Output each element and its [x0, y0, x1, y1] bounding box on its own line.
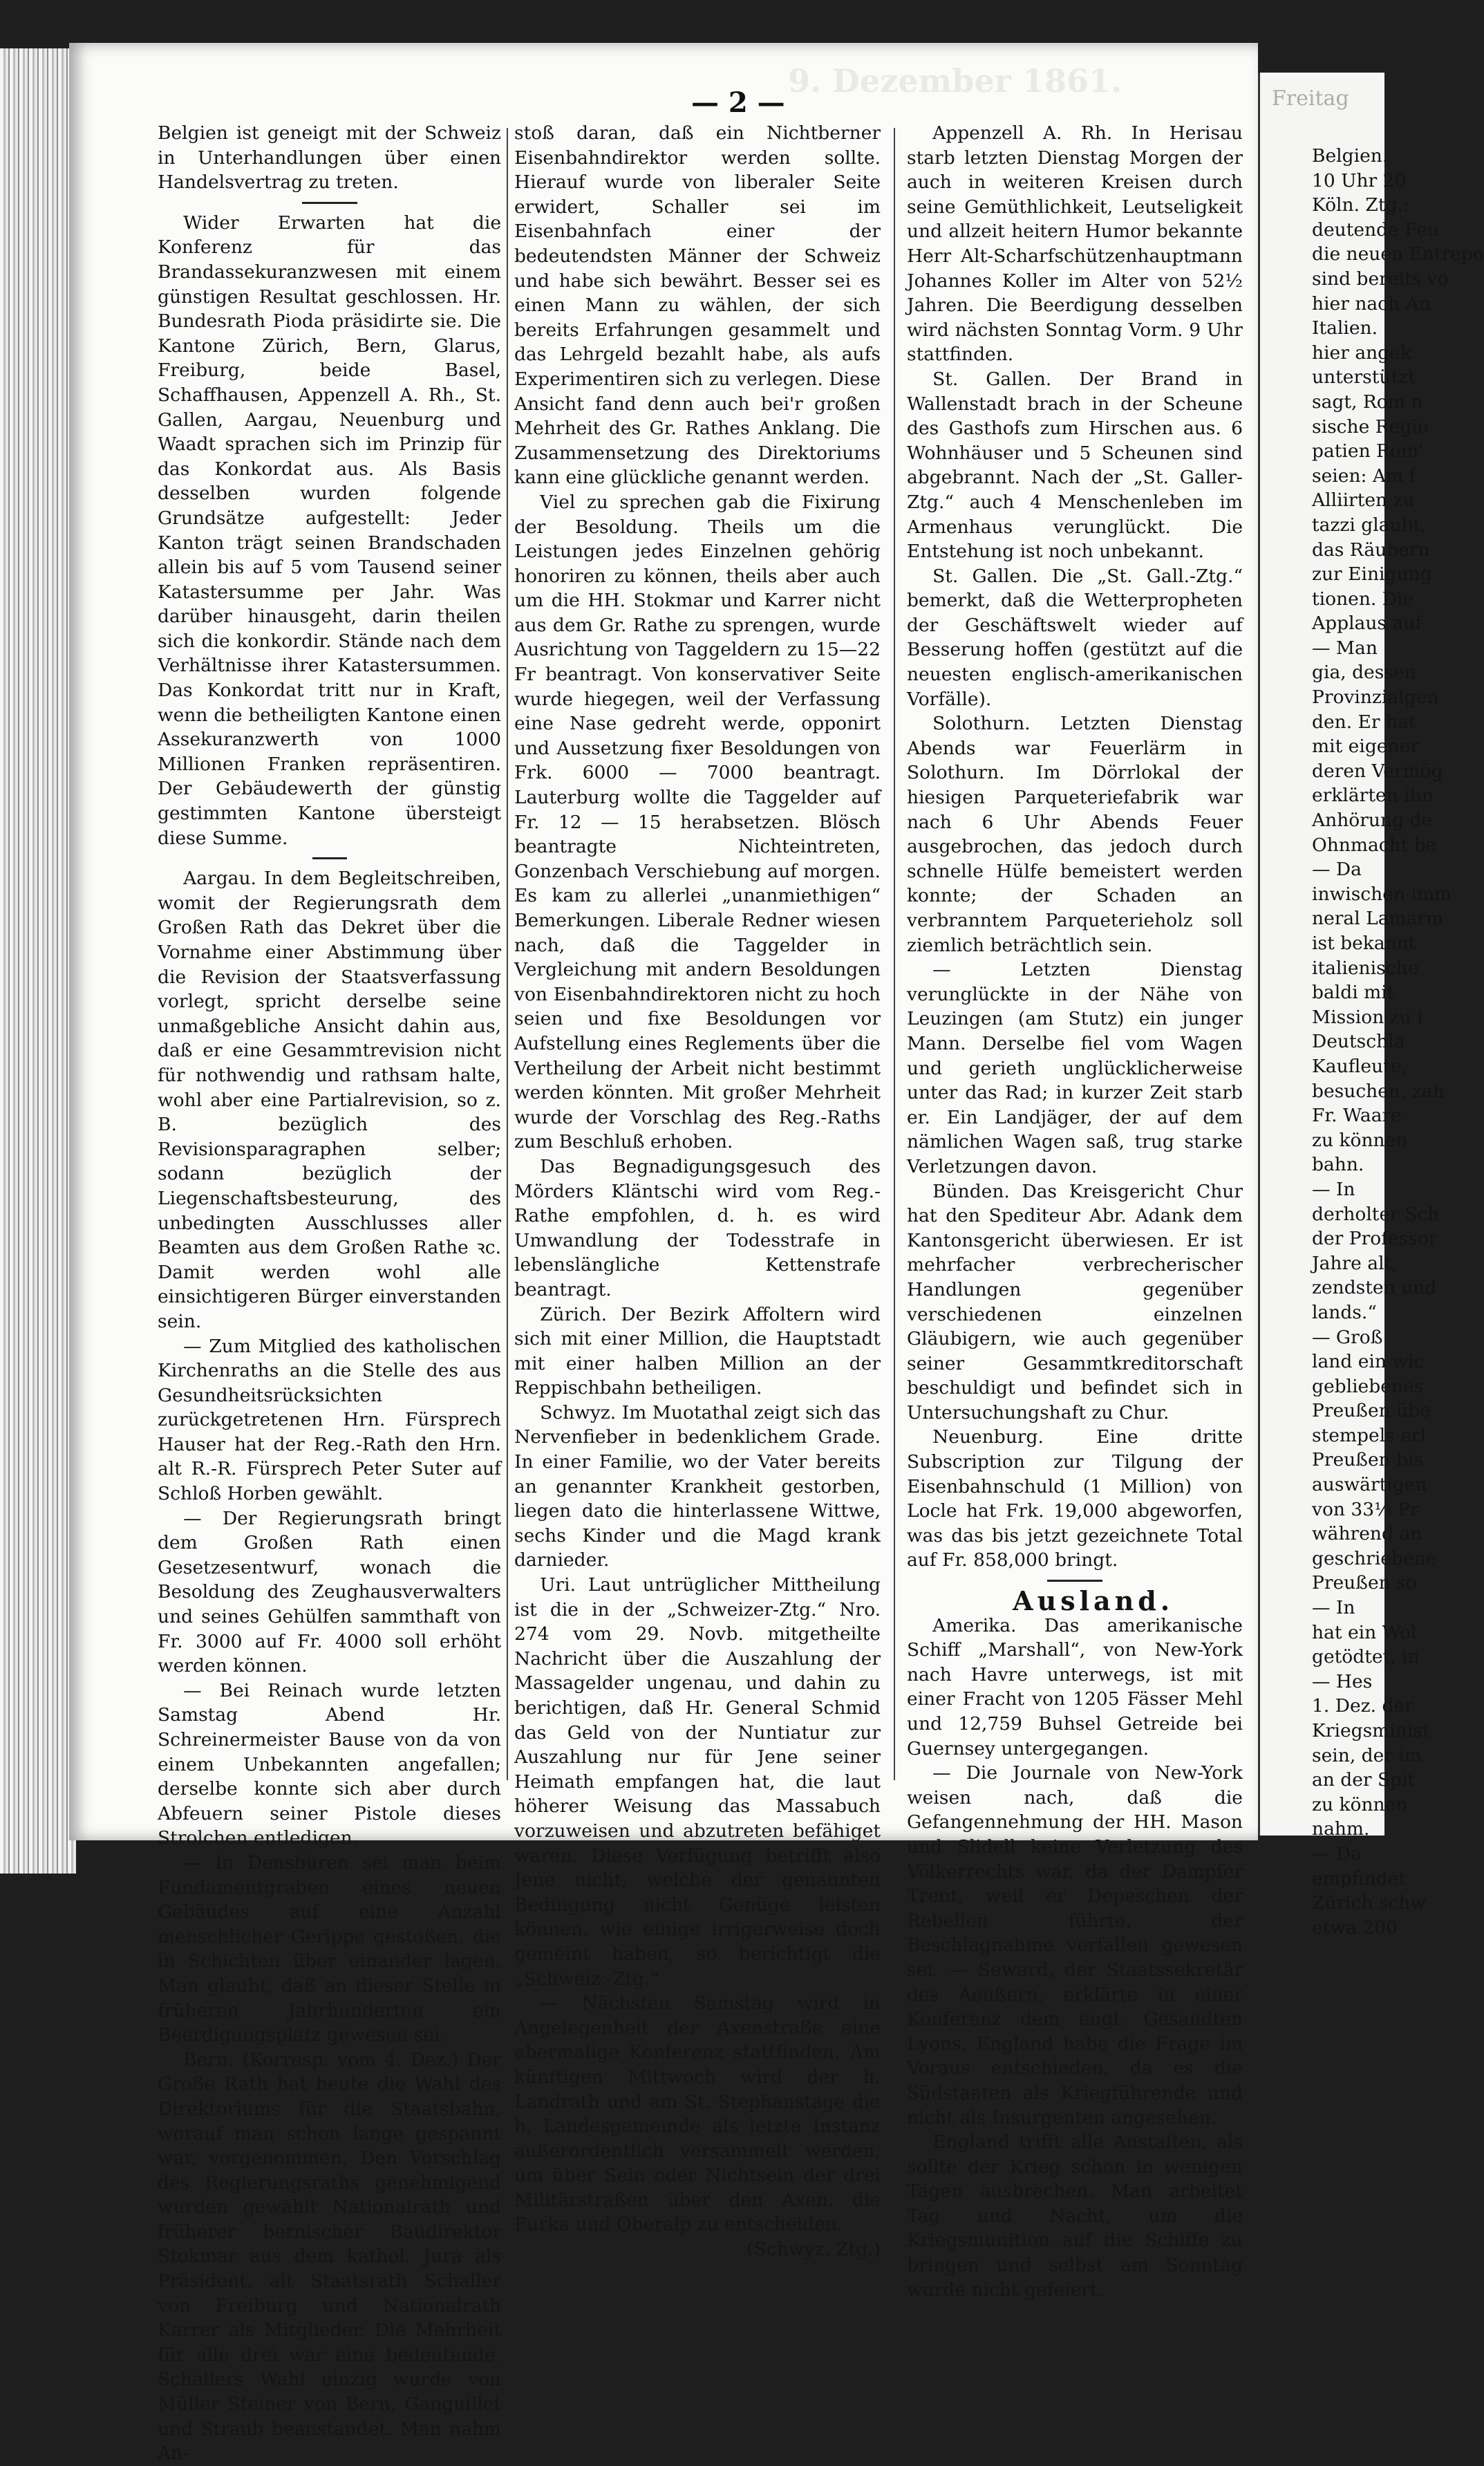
fragment-line: etwa 200 [1312, 1916, 1398, 1939]
article-paragraph: Bern. (Korresp. vom 4. Dez.) Der Große Rath hat heute die Wahl des Direktoriums für die Staatsbahn, worauf man schon lange gespannt war, vorgenommen. Den Vorschlag des Regierungsraths genehmigend wurden gewählt Nationalrath und früherer bernischer Baudirektor Stokmar aus dem kathol. Jura als Präsident, alt Staatsrath Schaller von Freiburg und Nationalrath Karrer als Mitglieder. Die Mehrheit für alle drei war eine bedeutende. Schallers Wahl einzig wurde von Müller Steiner von Bern, Ganguillet und Straub beanstandet. Man nahm An- [158, 2048, 501, 2465]
fragment-line: hat ein Wol [1312, 1621, 1417, 1643]
divider [312, 857, 347, 859]
fragment-line: — Da [1312, 859, 1362, 881]
column-1 [158, 121, 501, 2466]
fragment-line: den. Er hat [1312, 711, 1416, 733]
article-paragraph: Amerika. Das amerikanische Schiff „Marshall“, von New-York nach Havre unterwegs, ist mit einer Fracht von 1205 Fässer Mehl und 12,759 Buhsel Getreide bei Guernsey untergegangen. [907, 1614, 1243, 1759]
fragment-line: hier angek [1312, 342, 1411, 364]
divider [302, 202, 357, 204]
adjacent-page-text [1312, 144, 1484, 1940]
book-page-stack [0, 48, 76, 1874]
fragment-line: an der Spit [1312, 1769, 1416, 1791]
fragment-line: deutende Feu [1312, 218, 1439, 241]
fragment-line: zu können [1312, 1793, 1408, 1815]
article-paragraph: Wider Erwarten hat die Konferenz für das Brandassekuranzwesen mit einem günstigen Resultat geschlossen. Hr. Bundesrath Pioda präsidirte sie. Die Kantone Zürich, Bern, Glarus, Freiburg, beide Basel, Schaffhausen, Appenzell A. Rh., St. Gallen, Aargau, Neuenburg und Waadt sprachen sich im Prinzip für das Konkordat aus. Als Basis desselben wurden folgende Grundsätze aufgestellt: Jeder Kanton trägt seinen Brandschaden allein bis auf 5 vom Tausend seiner Katastersumme per Jahr. Was darüber hinausgeht, darin theilen sich die konkordir. Stände nach dem Verhältnisse ihrer Katastersummen. Das Konkordat tritt nur in Kraft, wenn die betheiligten Kantone einen Assekuranzwerth von 1000 Millionen Franken repräsentiren. Der Gebäudewerth der günstig gestimmten Kantone übersteigt diese Summe. [158, 212, 501, 849]
fragment-line: erklärten ihn [1312, 785, 1434, 807]
article-paragraph: — Die Journale von New-York weisen nach, daß die Gefangennehmung der HH. Mason und Slidell keine Verletzung des Völkerrechts war, da der Dampfer Trent, weil er Depeschen der Rebellen führte, der Beschlagnahme verfallen gewesen sei. — Seward, der Staatssekretär des Aeußern, erklärte in einer Konferenz dem engl. Gesandten Lyons, England habe die Frage im Voraus entschieden, da es die Südstaaten als Kriegführende und nicht als Insurgenten angesehen. [907, 1762, 1243, 2129]
fragment-line: Preußen übe [1312, 1400, 1431, 1422]
article-paragraph: Solothurn. Letzten Dienstag Abends war Feuerlärm in Solothurn. Im Dörrlokal der hiesigen Parqueteriefabrik war nach 6 Uhr Abends Feuer ausgebrochen, das jedoch durch schnelle Hülfe bemeistert werden konnte; der Schaden an verbranntem Parqueterieholz soll ziemlich beträchtlich sein. [907, 713, 1243, 956]
fragment-line: empfindet [1312, 1867, 1406, 1889]
article-paragraph: Belgien ist geneigt mit der Schweiz in Unterhandlungen über einen Handelsvertrag zu treten. [158, 122, 501, 194]
fragment-line: mit eigener [1312, 736, 1419, 758]
fragment-line: unterstützt [1312, 366, 1416, 389]
fragment-line: 10 Uhr 20 [1312, 169, 1407, 192]
fragment-line: die neuen Entrepo [1312, 243, 1484, 265]
article-paragraph: Schwyz. Im Muotathal zeigt sich das Nervenfieber in bedenklichem Grade. In einer Familie, wo der Vater bereits an genannter Krankheit gestorben, liegen dato die hinterlassene Wittwe, sechs Kinder und die Magd krank darnieder. [514, 1401, 881, 1571]
fragment-line: das Räubern [1312, 539, 1430, 561]
article-paragraph: Uri. Laut untrüglicher Mittheilung ist die in der „Schweizer-Ztg.“ Nro. 274 vom 29. Novb. mitgetheilte Nachricht über die Auszahlung der Massagelder ungenau, und dahin zu berichtigen, daß Hr. General Schmid das Geld von der Nuntiatur zur Auszahlung nur für Jene seiner Heimath empfangen hat, die laut höherer Weisung das Massabuch vorzuweisen und abzutreten befähiget waren. Diese Verfügung betrifft also Jene nicht, welche der genannten Bedingung nicht Genüge leisten können, wie einige irrigerweise doch gemeint haben, so berichtigt die „Schweiz.-Ztg.“ [514, 1574, 881, 1990]
fragment-line: tazzi glaubt, [1312, 514, 1427, 536]
fragment-line: Kriegsminist [1312, 1720, 1430, 1741]
fragment-line: zur Einigung [1312, 563, 1432, 586]
fragment-line: gia, dessen [1312, 662, 1416, 684]
fragment-line: sind bereits vo [1312, 268, 1449, 290]
fragment-line: Provinzialgen [1312, 686, 1439, 709]
article-paragraph: stoß daran, daß ein Nichtberner Eisenbahndirektor werden sollte. Hierauf wurde von liberaler Seite erwidert, Schaller sei im Eisenbahnfach einer der bedeutendsten Männer der Schweiz und habe sich bewährt. Besser sei es einen Mann zu wählen, der sich bereits Erfahrungen gesammelt und das Lehrgeld bezahlt habe, als aufs Experimentiren sich zu verlegen. Diese Ansicht fand denn auch bei'r großen Mehrheit des Gr. Rathes Anklang. Die Zusammensetzung des Direktoriums kann eine glückliche genannt werden. [514, 122, 881, 489]
article-paragraph: — Zum Mitglied des katholischen Kirchenraths an die Stelle des aus Gesundheitsrücksichten zurückgetretenen Hrn. Fürsprech Hauser hat der Reg.-Rath den Hrn. alt R.-R. Fürsprech Peter Suter auf Schloß Horben gewählt. [158, 1335, 501, 1505]
article-paragraph: Viel zu sprechen gab die Fixirung der Besoldung. Theils um die Leistungen jedes Einzelnen gehörig honoriren zu können, theils aber auch um die HH. Stokmar und Karrer nicht aus dem Gr. Rathe zu sprengen, wurde Ausrichtung von Taggeldern zu 15—22 Fr beantragt. Von konservativer Seite wurde hiegegen, weil der Verfassung eine Nase gedreht werde, opponirt und Aussetzung fixer Besoldungen von Frk. 6000 — 7000 beantragt. Lauterburg wollte die Taggelder auf Fr. 12 — 15 herabsetzen. Blösch beantragte Nichteintreten, Gonzenbach Verschiebung auf morgen. Es kam zu allerlei „unanmiethigen“ Bemerkungen. Liberale Redner wiesen nach, daß die Taggelder in Vergleichung mit andern Besoldungen von Eisenbahndirektoren nicht zu hoch seien und fixe Besoldungen vor Aufstellung eines Reglements über die Vertheilung der Arbeit nicht bestimmt werden könnten. Mit großer Mehrheit wurde der Vorschlag des Reg.-Raths zum Beschluß erhoben. [514, 491, 881, 1153]
fragment-line: derholter Sch [1312, 1203, 1440, 1225]
article-paragraph: — Nächsten Samstag wird in Angelegenheit der Axenstraße eine abermalige Konferenz stattfinden. Am künftigen Mittwoch wird der h. Landrath und am St. Stephanstage die h. Landesgemeinde als letzte Instanz außerordentlich versammelt werden, um über Sein oder Nichtsein der drei Militärstraßen über den Axen, die Furka und Oberalp zu entscheiden. [514, 1992, 881, 2236]
article-paragraph: England trifft alle Anstalten, als sollte der Krieg schon in wenigen Tagen ausbrechen. Man arbeitet Tag und Nacht, um die Kriegsmunition auf die Schiffe zu bringen und selbst am Sonntag wurde nicht gefeiert. [907, 2131, 1243, 2301]
column-2 [514, 121, 881, 2262]
article-paragraph: St. Gallen. Der Brand in Wallenstadt brach in der Scheune des Gasthofs zum Hirschen aus. 6 Wohnhäuser und 5 Scheunen sind abgebrannt. Nach der „St. Galler-Ztg.“ auch 4 Menschenleben im Armenhaus verunglückt. Die Entstehung ist noch unbekannt. [907, 368, 1243, 563]
fragment-line: italienische [1312, 957, 1419, 979]
fragment-line: Anhörung de [1312, 810, 1433, 832]
article-paragraph: — Letzten Dienstag verunglückte in der Nähe von Leuzingen (am Stutz) ein junger Mann. Derselbe fiel vom Wagen und gerieth unglücklicherweise unter das Rad; in kurzer Zeit starb er. Ein Landjäger, der auf dem nämlichen Wagen saß, trug starke Verletzungen davon. [907, 959, 1243, 1177]
fragment-line: ist bekannt [1312, 933, 1416, 954]
fragment-line: patien Rom' [1312, 440, 1424, 463]
fragment-line: — In [1312, 1178, 1355, 1200]
fragment-line: gebliebenes [1312, 1375, 1424, 1397]
fragment-line: — Groß [1312, 1326, 1383, 1348]
fragment-line: Belgien. [1312, 145, 1389, 167]
fragment-line: — In [1312, 1597, 1355, 1619]
fragment-line: Ohnmacht be [1312, 834, 1437, 856]
article-paragraph: St. Gallen. Die „St. Gall.-Ztg.“ bemerkt, daß die Wetterpropheten der Geschäftswelt wieder auf Besserung hoffen (gestützt auf die neuesten englisch-amerikanischen Vorfälle). [907, 565, 1243, 710]
fragment-line: stempels erl [1312, 1424, 1427, 1446]
fragment-line: Zürich schw [1312, 1892, 1427, 1914]
fragment-line: hier nach An [1312, 292, 1431, 315]
fragment-line: Preußen so [1312, 1572, 1417, 1594]
fragment-line: inwischen imm [1312, 883, 1452, 905]
fragment-line: Köln. Ztg.: [1312, 194, 1409, 216]
fragment-line: Fr. Waare [1312, 1105, 1402, 1127]
fragment-line: seien: Am f [1312, 465, 1416, 487]
fragment-line: lands.“ [1312, 1301, 1377, 1323]
article-paragraph: Das Begnadigungsgesuch des Mörders Kläntschi wird vom Reg.-Rathe empfohlen, d. h. es wird Umwandlung der Todesstrafe in lebenslängliche Kettenstrafe beantragt. [514, 1155, 881, 1300]
fragment-line: geschriebene [1312, 1547, 1437, 1569]
fragment-line: getödtet, in [1312, 1646, 1420, 1668]
article-paragraph: Neuenburg. Eine dritte Subscription zur Tilgung der Eisenbahnschuld (1 Million) von Locle hat Frk. 19,000 abgeworfen, was das bis jetzt gezeichnete Total auf Fr. 858,000 bringt. [907, 1426, 1243, 1571]
fragment-line: deren Vermög [1312, 760, 1443, 782]
fragment-line: sagt, Rom n [1312, 391, 1423, 413]
column-rule [507, 128, 508, 1780]
fragment-line: von 33⅓ Pr [1312, 1498, 1419, 1520]
ghost-header: 9. Dezember 1861. [788, 62, 1122, 100]
fragment-line: baldi mit [1312, 982, 1395, 1004]
fragment-line: Jahre alt, [1312, 1252, 1398, 1274]
fragment-line: Italien. [1312, 317, 1378, 339]
article-paragraph: Bünden. Das Kreisgericht Chur hat den Spediteur Abr. Adank dem Kantonsgericht überwiesen. Er ist mehrfacher verbrecherischer Handlungen gegenüber verschiedenen einzelnen Gläubigern, wie auch gegenüber seiner Gesammtkreditorschaft beschuldigt und befindet sich in Untersuchungshaft zu Chur. [907, 1180, 1243, 1423]
fragment-line: Deutschla [1312, 1031, 1405, 1053]
article-paragraph: — Der Regierungsrath bringt dem Großen Rath einen Gesetzesentwurf, wonach die Besoldung des Zeughausverwalters und seines Gehülfen sammthaft von Fr. 3000 auf Fr. 4000 soll erhöht werden können. [158, 1507, 501, 1677]
fragment-line: sische Regie [1312, 415, 1429, 438]
article-paragraph: Aargau. In dem Begleitschreiben, womit der Regierungsrath dem Großen Rath das Dekret über die Vornahme einer Abstimmung über die Revision der Staatsverfassung vorlegt, spricht derselbe seine unmaßgebliche Ansicht dahin aus, daß er eine Gesammtrevision nicht für nothwendig und rathsam halte, wohl aber eine Partialrevision, so z. B. bezüglich des Revisionsparagraphen selber; sodann bezüglich der Liegenschaftsbesteurung, des unbedingten Ausschlusses aller Beamten aus dem Großen Rathe ꝛc. Damit werden wohl alle einsichtigeren Bürger einverstanden sein. [158, 868, 501, 1332]
article-paragraph: Appenzell A. Rh. In Herisau starb letzten Dienstag Morgen der auch in weiteren Kreisen durch seine Gemüthlichkeit, Leutseligkeit und allzeit heitern Humor bekannte Herr Alt-Scharfschützenhauptmann Johannes Koller im Alter von 52½ Jahren. Die Beerdigung desselben wird nächsten Sonntag Vorm. 9 Uhr stattfinden. [907, 122, 1243, 366]
ghost-header-right: Freitag [1272, 86, 1349, 111]
fragment-line: Kaufleute, [1312, 1055, 1407, 1077]
column-rule [894, 128, 895, 1780]
article-paragraph: — Bei Reinach wurde letzten Samstag Abend Hr. Schreinermeister Bause von da von einem Unbekannten angefallen; derselbe konnte sich aber durch Abfeuern seiner Pistole dieses Strolchen entledigen. [158, 1679, 501, 1849]
fragment-line: — Man [1312, 637, 1378, 659]
fragment-line: während an [1312, 1523, 1422, 1545]
fragment-line: zendsten und [1312, 1277, 1437, 1299]
fragment-line: auswärtigen [1312, 1474, 1427, 1496]
fragment-line: — Hes [1312, 1670, 1373, 1692]
fragment-line: — Da [1312, 1842, 1362, 1865]
fragment-line: zu können [1312, 1129, 1408, 1151]
column-3 [907, 121, 1243, 2302]
fragment-line: besuchen, zah [1312, 1080, 1445, 1102]
article-paragraph: — In Densbüren sei man beim Fundamentgraben eines neuen Gebäudes auf eine Anzahl menschlicher Gerippe gestoßen, die in Schichten über einander lagen. Man glaubt, daß an dieser Stelle in früheren Jahrhunderten ein Beerdigungsplatz gewesen sei. [158, 1851, 501, 2046]
fragment-line: Mission zu i [1312, 1006, 1423, 1028]
fragment-line: nahm. [1312, 1818, 1370, 1840]
fragment-line: land ein wic [1312, 1351, 1425, 1373]
section-heading: Ausland. [1013, 1585, 1174, 1617]
fragment-line: Alliirten zu [1312, 489, 1415, 512]
fragment-line: der Professor [1312, 1228, 1438, 1250]
divider [1047, 1580, 1102, 1582]
fragment-line: bahn. [1312, 1154, 1364, 1176]
source-credit: (Schwyz. Ztg.) [746, 2239, 881, 2261]
fragment-line: 1. Dez. der [1312, 1695, 1413, 1717]
fragment-line: neral Lamarm [1312, 908, 1444, 930]
fragment-line: sein, der im [1312, 1744, 1422, 1766]
fragment-line: Preußen bis [1312, 1449, 1424, 1471]
page-number: — 2 — [691, 86, 785, 119]
fragment-line: tionen. Die [1312, 588, 1414, 610]
article-paragraph: Zürich. Der Bezirk Affoltern wird sich mit einer Million, die Hauptstadt mit einer halben Million an der Reppischbahn betheiligen. [514, 1303, 881, 1399]
fragment-line: Applaus auf [1312, 613, 1422, 635]
